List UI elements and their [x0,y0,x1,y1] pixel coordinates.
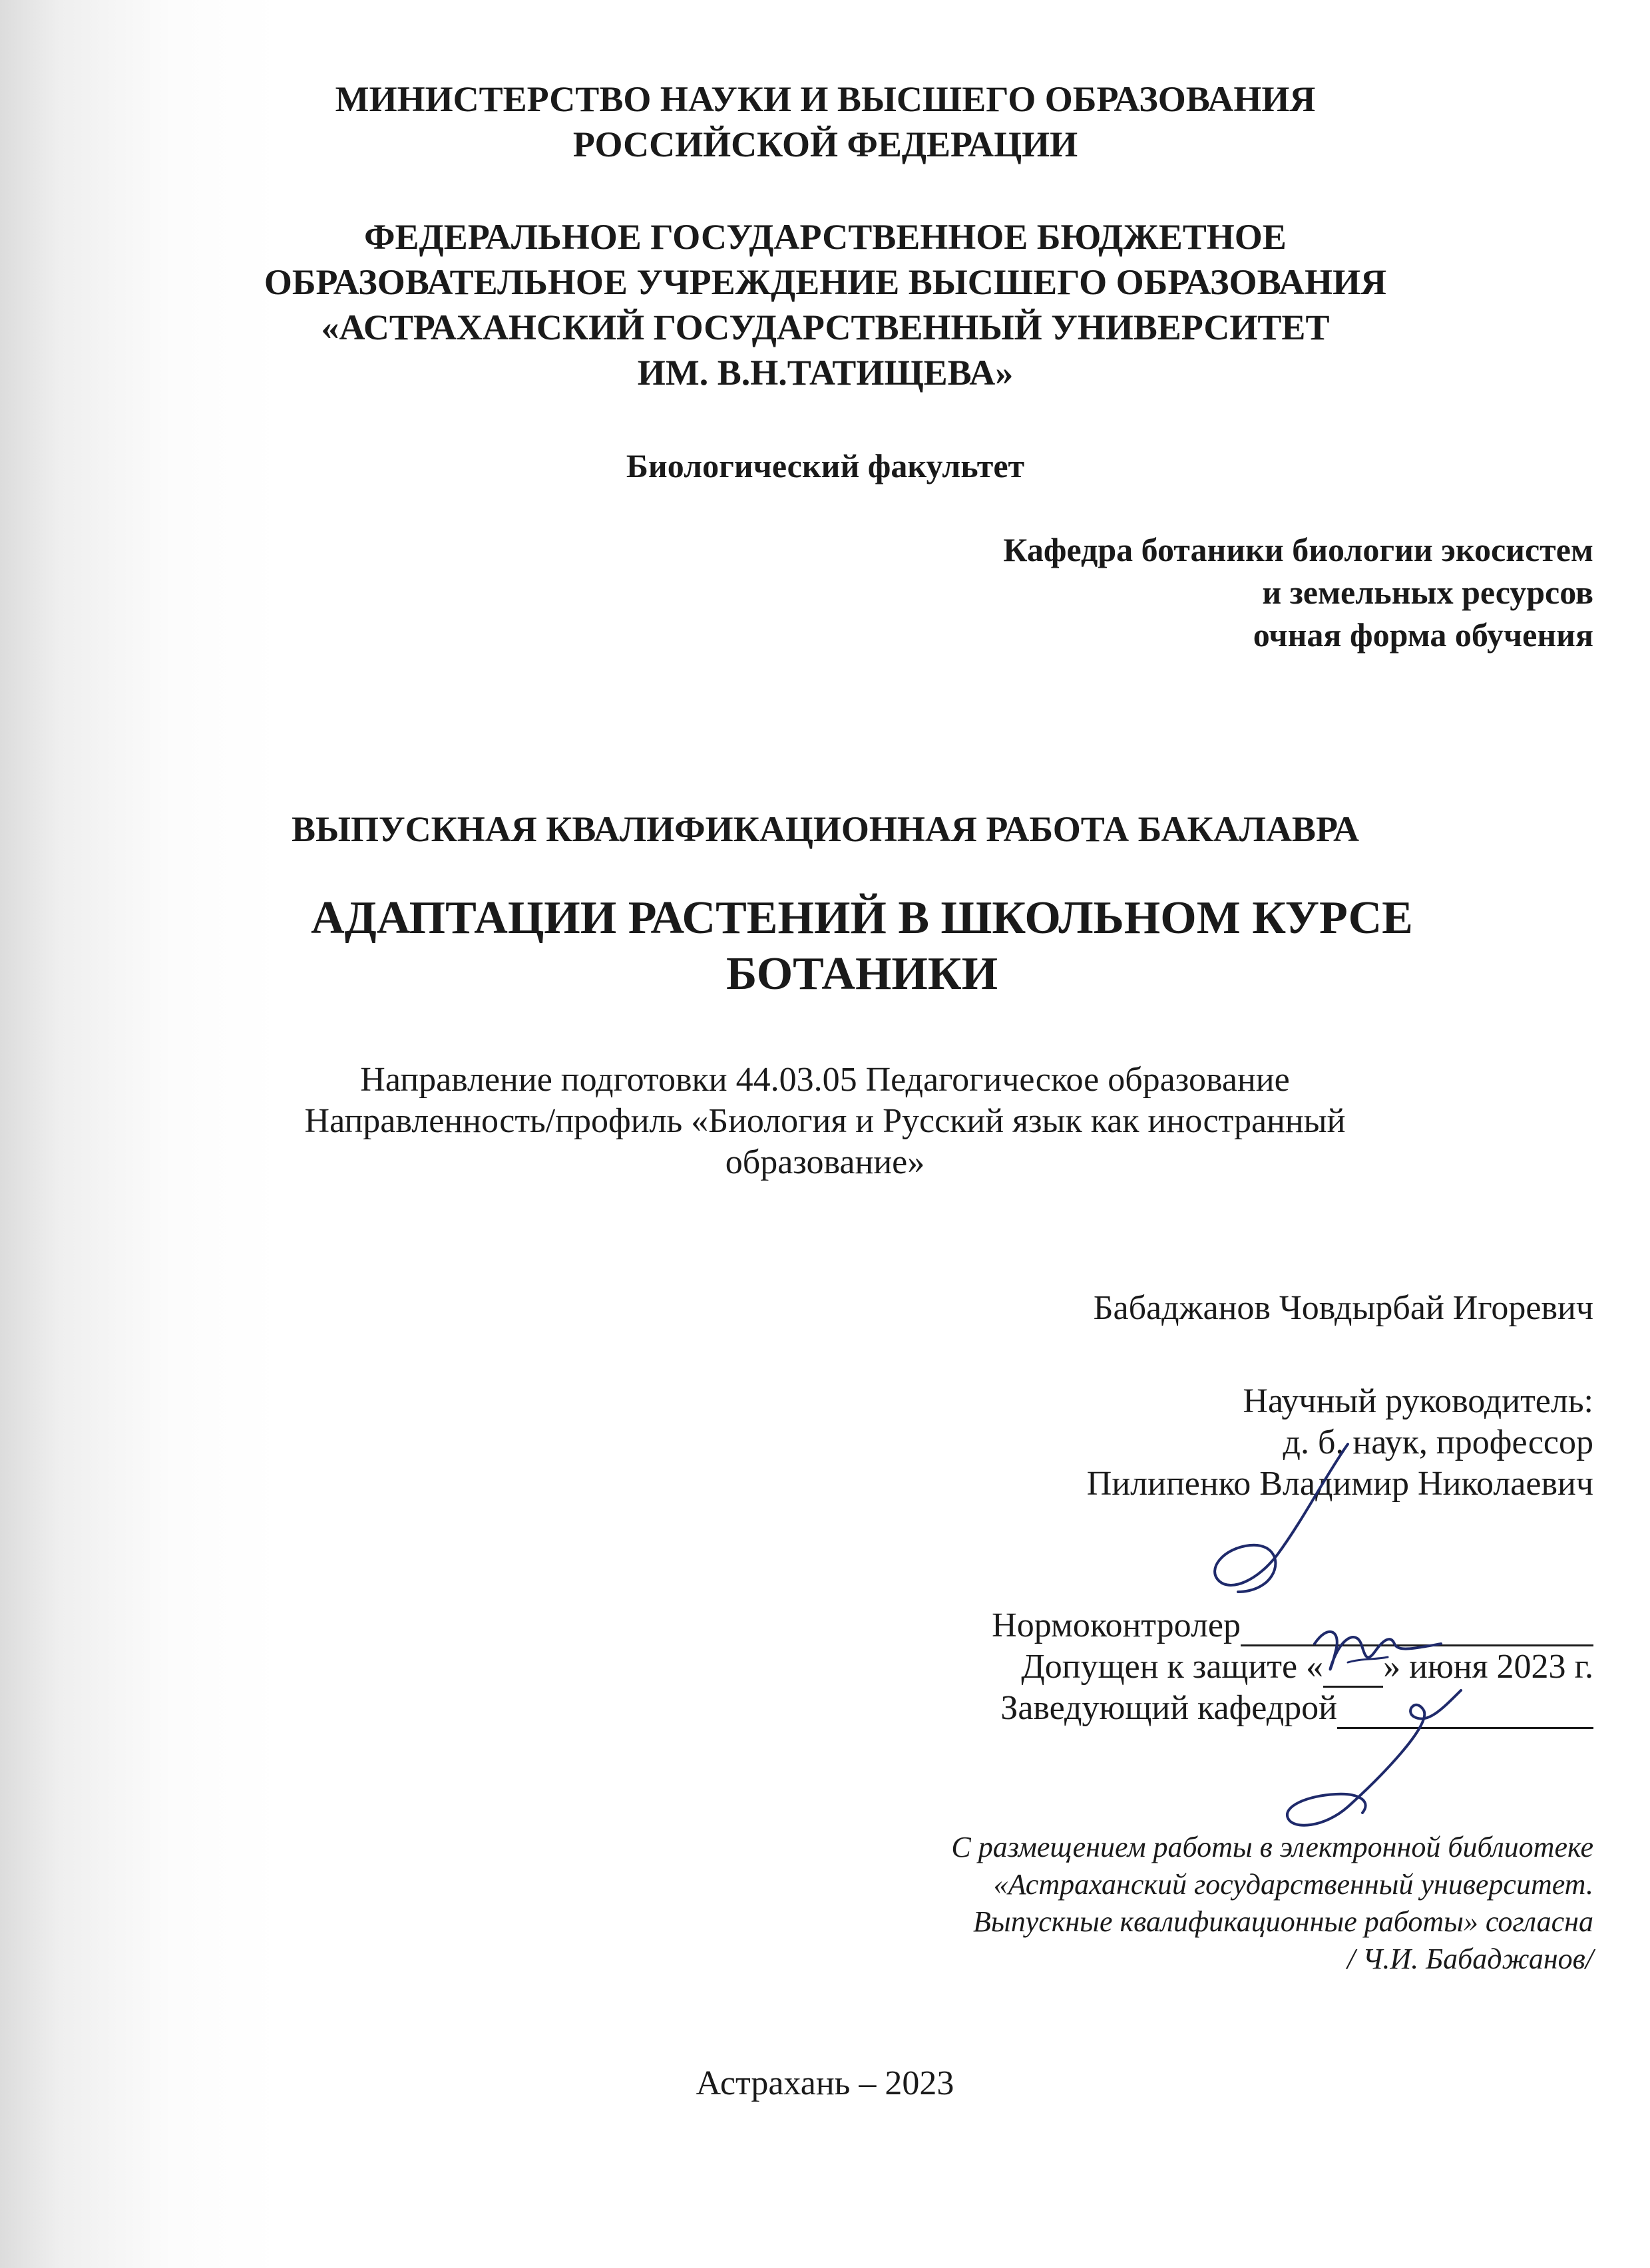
library-line-2: «Астраханский государственный университет. [993,1868,1593,1901]
department-block [1003,528,1593,656]
ministry-line-1: МИНИСТЕРСТВО НАУКИ И ВЫСШЕГО ОБРАЗОВАНИЯ [335,79,1316,119]
work-title-line-1: АДАПТАЦИИ РАСТЕНИЙ В ШКОЛЬНОМ КУРСЕ [311,892,1413,944]
work-title-line-2: БОТАНИКИ [725,948,998,1000]
library-line-3: Выпускные квалификационные работы» согласна [973,1905,1593,1938]
work-title [13,890,1650,1002]
department-line-2: и земельных ресурсов [1262,574,1593,611]
study-direction [0,1059,1650,1183]
supervisor-line-3: Пилипенко Владимир Николаевич [1086,1465,1593,1503]
organization-line-3: «АСТРАХАНСКИЙ ГОСУДАРСТВЕННЫЙ УНИВЕРСИТЕТ [321,307,1330,347]
organization-line-4: ИМ. В.Н.ТАТИЩЕВА» [637,353,1014,393]
supervisor-line-1: Научный руководитель: [1243,1382,1593,1420]
admitted-prefix: Допущен к защите « [1021,1648,1324,1686]
ministry-heading [0,77,1650,167]
work-type: ВЫПУСКНАЯ КВАЛИФИКАЦИОННАЯ РАБОТА БАКАЛАВРА [291,809,1360,849]
head-label: Заведующий кафедрой [1000,1689,1337,1727]
library-line-4: / Ч.И. Бабаджанов/ [1346,1943,1593,1975]
library-consent [951,1829,1593,1978]
department-line-3: очная форма обучения [1253,616,1593,654]
normocontroller-label: Нормоконтролер [992,1606,1241,1644]
direction-line-2: Направленность/профиль «Биология и Русский язык как иностранный [304,1102,1346,1140]
direction-line-1: Направление подготовки 44.03.05 Педагогическое образование [360,1061,1290,1099]
admitted-suffix: » июня 2023 г. [1383,1648,1593,1686]
head-signature [1261,1677,1481,1837]
department-line-1: Кафедра ботаники биологии экосистем [1003,531,1593,568]
direction-line-3: образование» [725,1143,925,1181]
organization-line-1: ФЕДЕРАЛЬНОЕ ГОСУДАРСТВЕННОЕ БЮДЖЕТНОЕ [364,217,1287,257]
supervisor-signature [1191,1418,1378,1604]
ministry-line-2: РОССИЙСКОЙ ФЕДЕРАЦИИ [572,124,1078,164]
library-line-1: С размещением работы в электронной библиотеке [951,1831,1593,1863]
supervisor-line-2: д. б. наук, профессор [1283,1423,1593,1461]
organization-line-2: ОБРАЗОВАТЕЛЬНОЕ УЧРЕЖДЕНИЕ ВЫСШЕГО ОБРАЗОВАНИЯ [264,262,1387,302]
city-year: Астрахань – 2023 [696,2064,954,2102]
author-name: Бабаджанов Човдырбай Игоревич [1093,1289,1593,1327]
normocontroller-row [992,1605,1593,1646]
organization-heading [0,214,1650,395]
faculty-name: Биологический факультет [626,447,1025,484]
